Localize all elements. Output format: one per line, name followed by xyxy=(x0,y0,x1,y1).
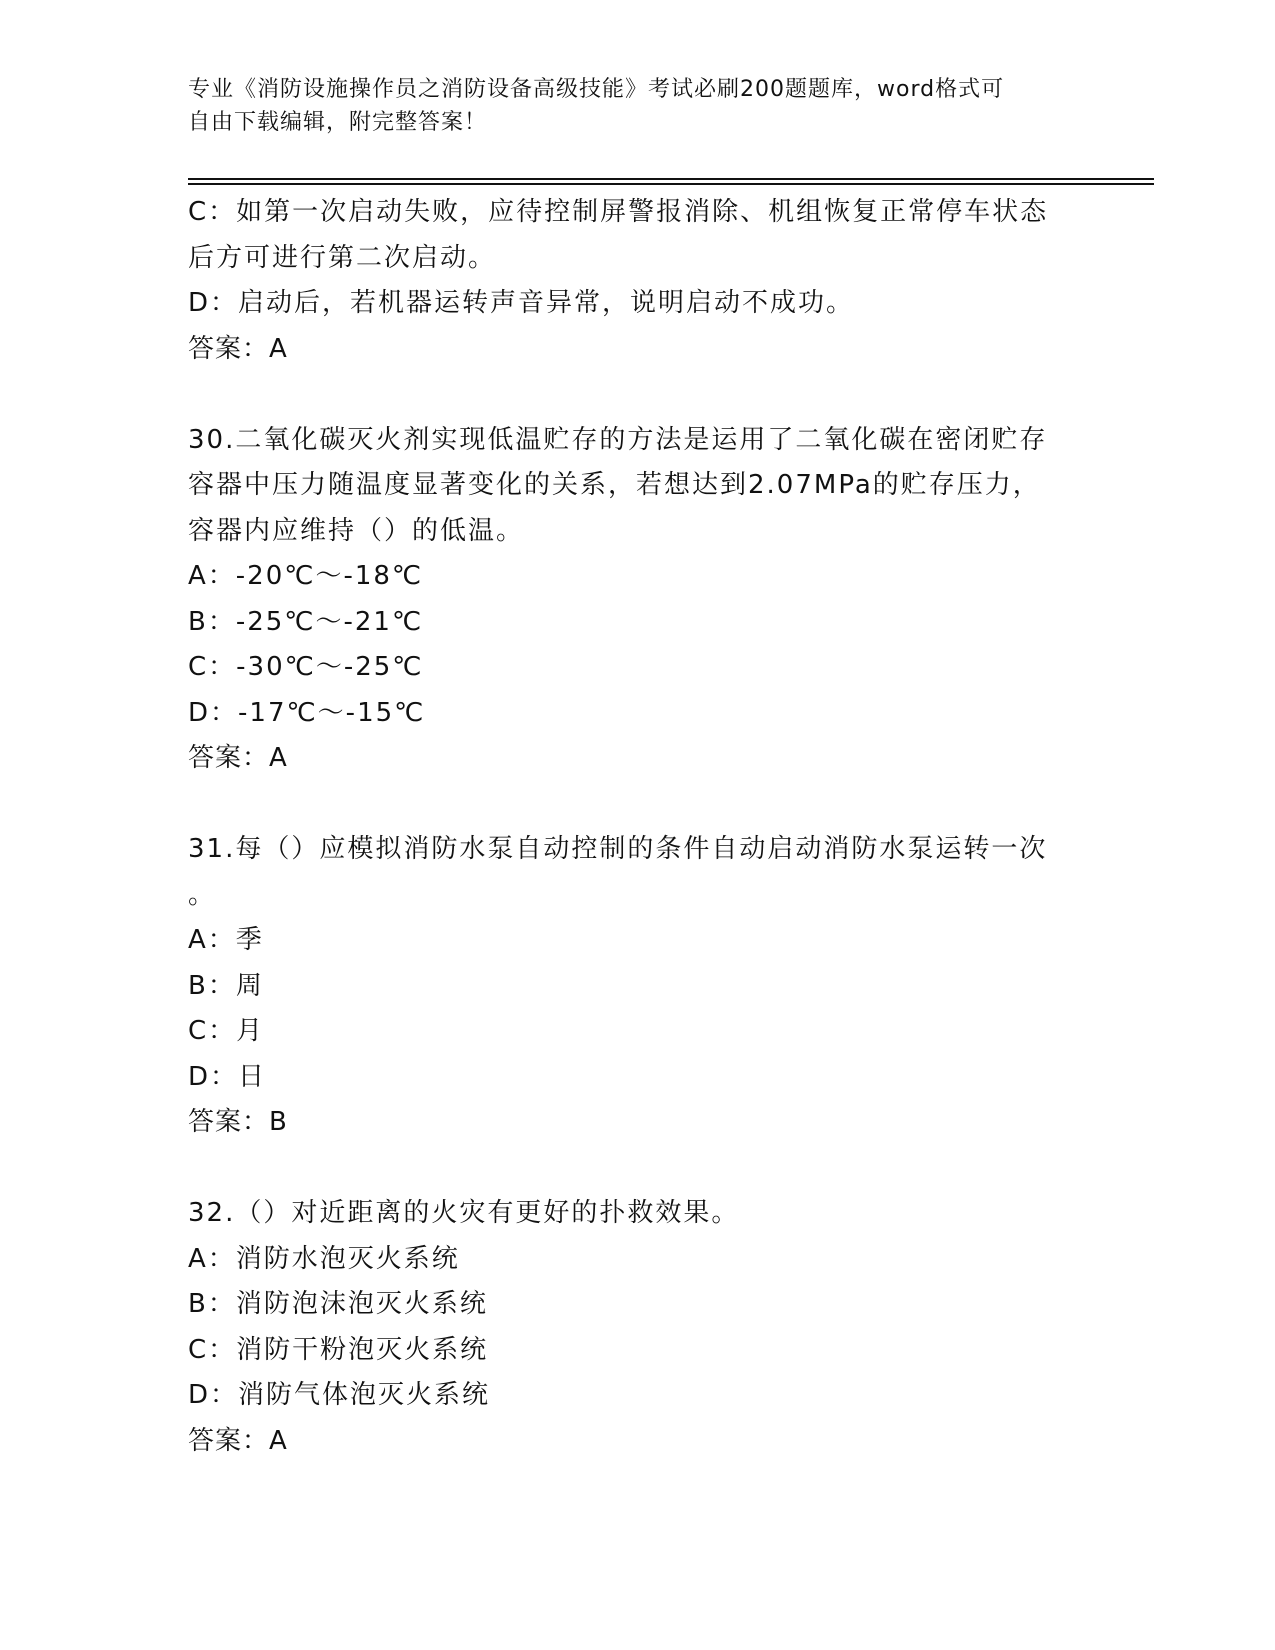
option-a: A：消防水泡灭火系统 xyxy=(188,1243,460,1274)
answer: 答案：A xyxy=(188,1425,288,1456)
header-divider-bottom xyxy=(188,183,1154,185)
question-block-31 xyxy=(188,827,1088,1146)
option-d: D：日 xyxy=(188,1061,267,1092)
question-stem-line-2: 容器中压力随温度显著变化的关系，若想达到2.07MPa的贮存压力， xyxy=(188,470,1041,500)
option-a: A：-20℃～-18℃ xyxy=(188,561,424,591)
answer: 答案：A xyxy=(188,333,288,364)
question-stem-line-2: 。 xyxy=(188,879,217,910)
option-d: D：-17℃～-15℃ xyxy=(188,697,426,728)
option-a: A：季 xyxy=(188,925,264,955)
option-b: B：-25℃～-21℃ xyxy=(188,606,424,637)
option-c: C：消防干粉泡灭火系统 xyxy=(188,1334,489,1365)
option-d: D：消防气体泡灭火系统 xyxy=(188,1380,491,1410)
option-c: C：月 xyxy=(188,1016,265,1046)
question-stem-line-3: 容器内应维持（）的低温。 xyxy=(188,515,525,546)
question-spacer xyxy=(188,1146,1088,1192)
question-stem-line-1: 30.二氧化碳灭火剂实现低温贮存的方法是运用了二氧化碳在密闭贮存 xyxy=(188,424,1048,455)
option-c-line-2: 后方可进行第二次启动。 xyxy=(188,242,497,273)
option-c: C：-30℃～-25℃ xyxy=(188,652,424,682)
option-c-line-1: C：如第一次启动失败，应待控制屏警报消除、机组恢复正常停车状态 xyxy=(188,197,1049,227)
option-d: D：启动后，若机器运转声音异常，说明启动不成功。 xyxy=(188,288,855,318)
question-spacer xyxy=(188,372,1088,418)
question-stem-line-1: 31.每（）应模拟消防水泵自动控制的条件自动启动消防水泵运转一次 xyxy=(188,834,1048,864)
question-block-30 xyxy=(188,418,1088,782)
question-block-32 xyxy=(188,1191,1088,1464)
question-block-29 xyxy=(188,190,1088,372)
answer: 答案：A xyxy=(188,743,288,773)
header-divider-top xyxy=(188,178,1154,180)
question-content xyxy=(188,190,1088,1464)
answer: 答案：B xyxy=(188,1107,288,1137)
option-b: B：周 xyxy=(188,970,264,1001)
header-line-1: 专业《消防设施操作员之消防设备高级技能》考试必刷200题题库，word格式可 xyxy=(188,77,1005,102)
option-b: B：消防泡沫泡灭火系统 xyxy=(188,1289,488,1319)
question-spacer xyxy=(188,782,1088,828)
question-stem-line-1: 32.（）对近距离的火灾有更好的扑救效果。 xyxy=(188,1198,740,1228)
header-line-2: 自由下载编辑，附完整答案！ xyxy=(188,110,488,135)
document-header xyxy=(188,73,1068,139)
